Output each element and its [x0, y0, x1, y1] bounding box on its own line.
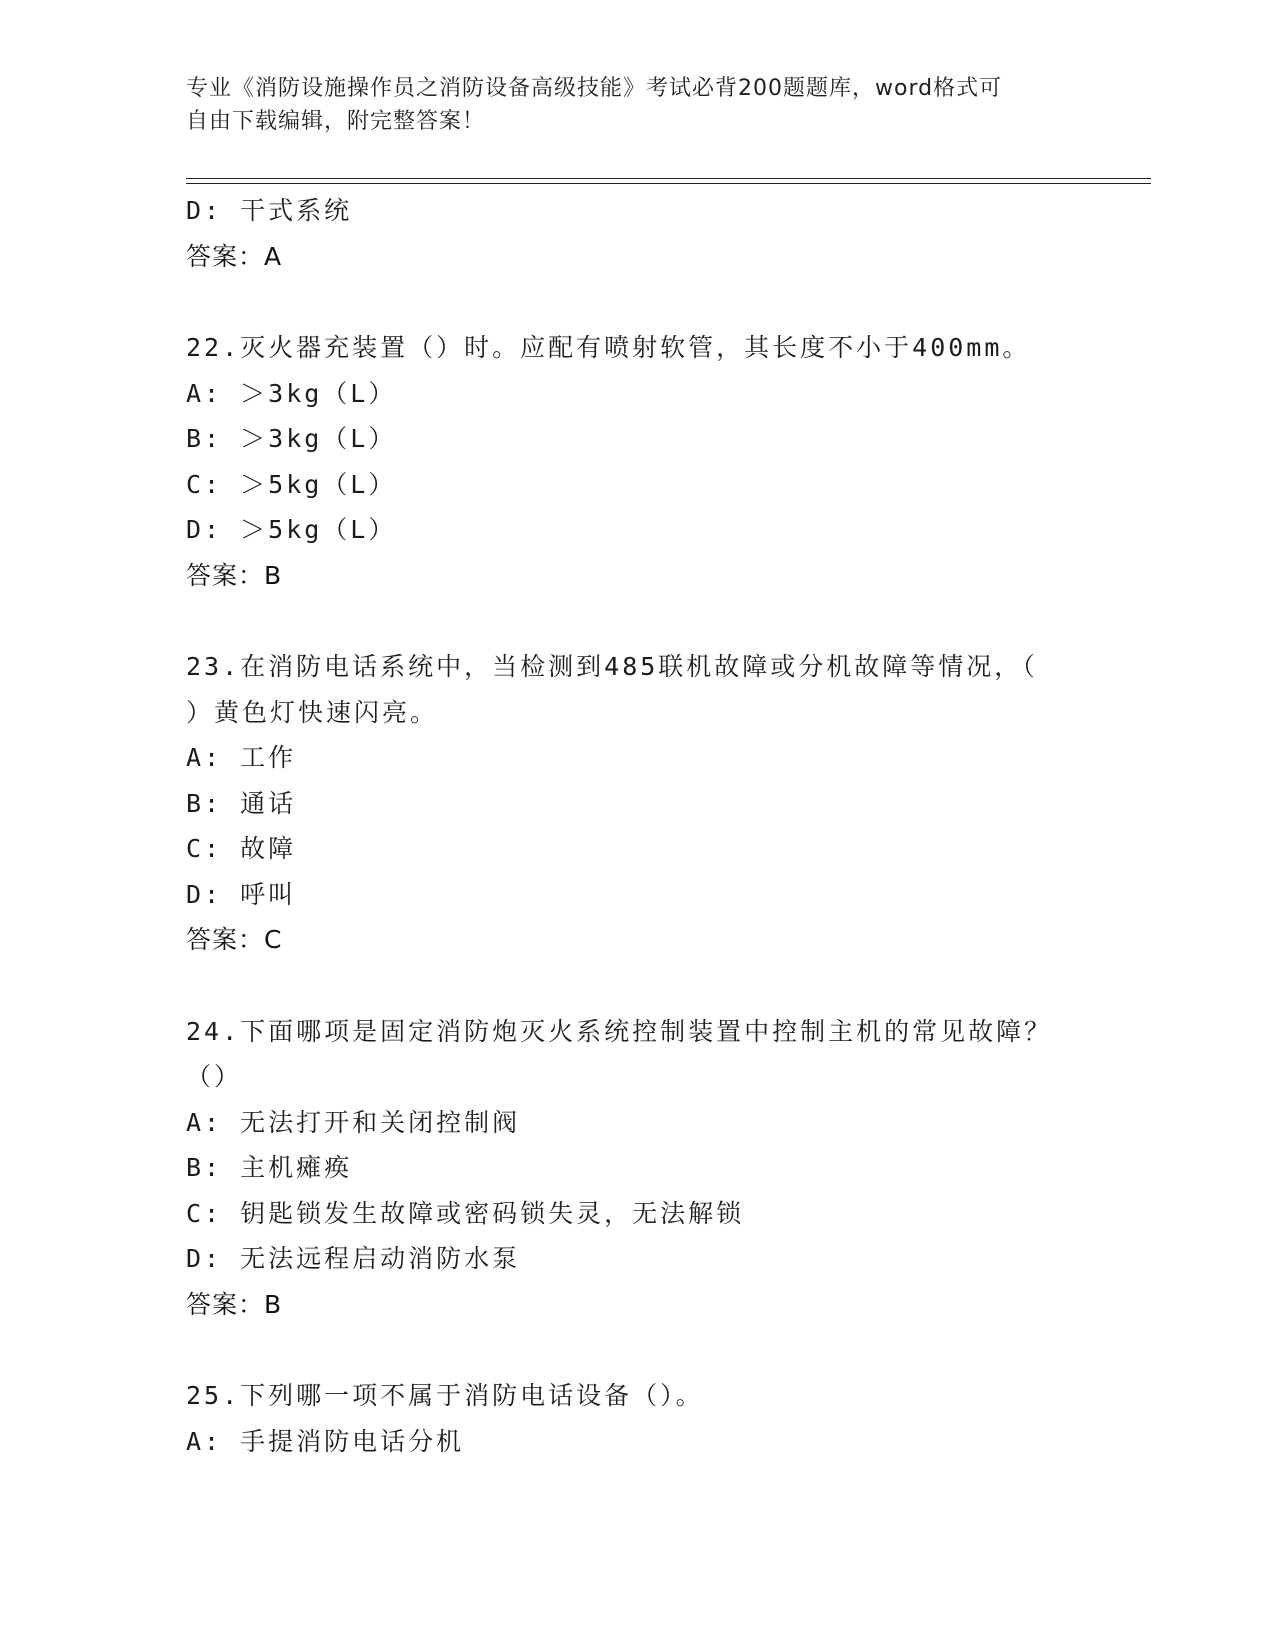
option-a: A: 工作 — [186, 743, 297, 772]
option-a: A: 无法打开和关闭控制阀 — [186, 1107, 521, 1137]
question-list — [186, 188, 1086, 1464]
question-title-line-1: 24.下面哪项是固定消防炮灭火系统控制装置中控制主机的常见故障？ — [186, 1016, 1053, 1046]
header-rule-bottom — [186, 183, 1151, 184]
question-22 — [186, 325, 1086, 598]
question-title-line-1: 23.在消防电话系统中，当检测到485联机故障或分机故障等情况，（ — [186, 652, 1038, 681]
option-c: C: ＞5kg（L） — [186, 469, 397, 499]
question-24 — [186, 1009, 1086, 1328]
question-25 — [186, 1373, 1086, 1464]
option-c: C: 钥匙锁发生故障或密码锁失灵，无法解锁 — [186, 1198, 745, 1228]
question-title: 22.灭火器充装置（）时。应配有喷射软管，其长度不小于400mm。 — [186, 333, 1031, 362]
answer: 答案：B — [186, 1289, 283, 1319]
option-c: C: 故障 — [186, 834, 297, 863]
option-d-prev: D: 干式系统 — [186, 196, 353, 225]
question-title-line-2: （） — [186, 1062, 243, 1091]
option-b: B: 通话 — [186, 788, 297, 818]
option-d: D: ＞5kg（L） — [186, 515, 397, 544]
header-line-1: 专业《消防设施操作员之消防设备高级技能》考试必背200题题库，word格式可 — [186, 76, 1003, 101]
header-rule-top — [186, 178, 1151, 179]
option-d: D: 无法远程启动消防水泵 — [186, 1244, 521, 1273]
answer-prev: 答案：A — [186, 241, 283, 271]
option-a: A: ＞3kg（L） — [186, 378, 397, 408]
option-b: B: 主机瘫痪 — [186, 1153, 353, 1182]
answer: 答案：C — [186, 925, 283, 954]
question-title-line-2: ）黄色灯快速闪亮。 — [186, 697, 439, 727]
document-header — [186, 72, 1066, 138]
option-d: D: 呼叫 — [186, 879, 297, 909]
answer: 答案：B — [186, 560, 283, 590]
header-line-2: 自由下载编辑，附完整答案！ — [186, 109, 486, 134]
question-title: 25.下列哪一项不属于消防电话设备（）。 — [186, 1381, 704, 1410]
option-b: B: ＞3kg（L） — [186, 424, 397, 453]
option-a: A: 手提消防电话分机 — [186, 1426, 465, 1456]
question-23 — [186, 644, 1086, 963]
